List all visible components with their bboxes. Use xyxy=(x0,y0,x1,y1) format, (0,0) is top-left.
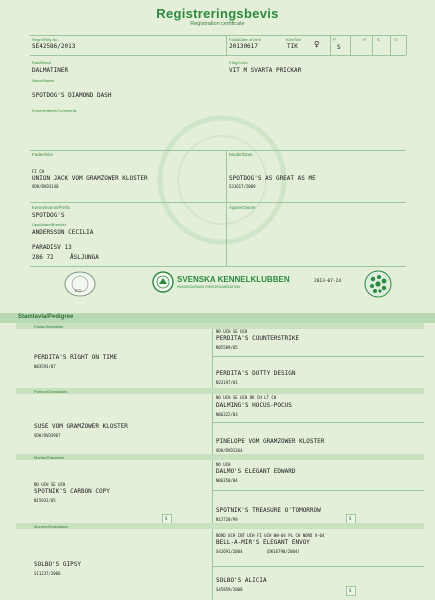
g1-title: NO UCH SE UCH xyxy=(216,329,248,334)
owner-label: Ägare/Owner xyxy=(229,205,256,210)
g7-reg2: (DK16790/2004) xyxy=(266,549,300,554)
pedigree-header xyxy=(0,313,435,323)
divider xyxy=(226,35,227,55)
sire-title: FI CH xyxy=(32,169,45,174)
issue-date: 2013-07-24 xyxy=(314,279,342,284)
sire-label: Fader/Sire xyxy=(32,152,54,157)
mf-reg: N15931/05 xyxy=(34,498,56,503)
skk-tagline: HUNDÄGARNAS RIKSORGANISATION xyxy=(177,285,240,289)
g8-name: SOLBO'S ALICIA xyxy=(216,577,267,584)
pedigree-title: Stamtavla/Pedigree xyxy=(18,314,74,320)
mf-label: Morfar/Grandsire xyxy=(34,455,65,460)
band-granddam-1 xyxy=(16,388,424,394)
reg-number: SE42586/2013 xyxy=(32,43,76,50)
g4-reg: VDH/DVD1364 xyxy=(216,448,243,453)
s-label: S xyxy=(377,37,380,42)
pedigree-divider xyxy=(212,323,213,600)
g3-reg: N06322/03 xyxy=(216,412,238,417)
certificate-header xyxy=(0,6,435,27)
kennel-value: SPOTDOG'S xyxy=(32,212,65,219)
certificate-title: Registreringsbevis xyxy=(156,6,279,21)
o-label: O xyxy=(394,37,398,42)
g7-reg: S42691/2004 xyxy=(216,549,243,554)
box-s: S xyxy=(349,588,352,593)
dam-reg: S31617/2009 xyxy=(229,184,256,189)
g1-reg: N05509/05 xyxy=(216,345,238,350)
divider xyxy=(350,35,351,55)
fci-logo xyxy=(64,270,96,298)
ff-name: PERDITA'S RIGHT ON TIME xyxy=(34,354,118,361)
g1-name: PERDITA'S COUNTERSTRIKE xyxy=(216,335,300,342)
g4-name: PINELOPE VOM GRAMZOWER KLOSTER xyxy=(216,438,325,445)
breeder-label: Uppfödare/Breeder xyxy=(32,222,67,227)
mm-name: SOLBO'S GIPSY xyxy=(34,561,81,568)
divider xyxy=(212,566,424,567)
g7-name: BELL-A-MIR'S ELEGANT ENVOY xyxy=(216,539,310,546)
divider xyxy=(212,422,424,423)
sire-reg: VDH/DVD3148 xyxy=(32,184,59,189)
g3-title: NO UCH SE UCH DK CH LT CH xyxy=(216,395,277,400)
g5-reg: N06350/04 xyxy=(216,478,238,483)
g3-name: DALMING'S HOCUS-POCUS xyxy=(216,402,292,409)
owner-city: ÅSLJUNGA xyxy=(70,254,99,261)
h-label: H xyxy=(363,37,366,42)
ff-label: Farfar/Grandsire xyxy=(34,324,64,329)
band-grandsire-2 xyxy=(16,454,424,460)
comments-label: Kommentarer/Comments xyxy=(32,108,77,113)
sex-label: Kön/Sex xyxy=(286,37,302,42)
fm-name: SUSE VOM GRAMZOWER KLOSTER xyxy=(34,423,128,430)
date-of-birth: 20130617 xyxy=(229,43,258,50)
owner-postal: 286 72 xyxy=(32,254,54,261)
divider xyxy=(30,150,406,151)
divider xyxy=(226,150,227,202)
mm-reg: S11237/2006 xyxy=(34,571,61,576)
reg-label: Regnr/Reg.No. xyxy=(32,37,59,42)
g6-name: SPOTNIK'S TREASURE O'TOMORROW xyxy=(216,507,321,514)
mf-title: NO UCH SE UCH xyxy=(34,482,66,487)
certificate-subtitle: Registration certificate xyxy=(190,21,245,27)
fm-reg: VDH/DVD3987 xyxy=(34,433,61,438)
dam-name: SPOTDOG'S AS GREAT AS ME xyxy=(229,175,316,182)
s-value: S xyxy=(337,44,341,51)
sex-value: TIK xyxy=(287,43,298,50)
breeder-value: ANDERSSON CECILIA xyxy=(32,229,94,236)
sire-name: UNION JACK VOM GRAMZOWER KLOSTER xyxy=(32,175,148,182)
mf-name: SPOTNIK'S CARBON COPY xyxy=(34,488,110,495)
divider xyxy=(30,55,406,56)
g8-reg: S45859/2000 xyxy=(216,587,243,592)
color-label: Färg/Color xyxy=(229,60,248,65)
g7-title: NORD UCH INT UCH FI UCH WW-04 PL CH NORD V-04 xyxy=(216,533,325,538)
breed-value: DALMATINER xyxy=(32,67,69,74)
dog-name: SPOTDOG'S DIAMOND DASH xyxy=(32,92,112,99)
breed-label: Ras/Breed xyxy=(32,60,51,65)
g6-reg: N13728/99 xyxy=(216,517,238,522)
band-granddam-2 xyxy=(16,523,424,529)
divider xyxy=(212,490,424,491)
skk-name: SVENSKA KENNELKLUBBEN xyxy=(177,275,290,284)
divider xyxy=(406,35,407,55)
color-value: VIT M SVARTA PRICKAR xyxy=(229,67,302,74)
dob-label: Född/Date of birth xyxy=(229,37,262,42)
divider xyxy=(30,266,406,267)
divider xyxy=(212,356,424,357)
ff-reg: N83593/07 xyxy=(34,364,56,369)
g2-reg: N22197/01 xyxy=(216,380,238,385)
g5-title: NO UCH xyxy=(216,462,231,467)
divider xyxy=(330,35,331,55)
female-icon: ♀ xyxy=(314,40,320,50)
box-s: S xyxy=(165,516,168,521)
box-s: S xyxy=(349,516,352,521)
g2-name: PERDITA'S DOTTY DESIGN xyxy=(216,370,296,377)
mm-label: Mormor/Granddam xyxy=(34,524,68,529)
divider xyxy=(226,202,227,266)
fm-label: Farmor/Granddam xyxy=(34,389,67,394)
g5-name: DALMO'S ELEGANT EDWARD xyxy=(216,468,296,475)
kennel-label: Kennelnamn/Prefix xyxy=(32,205,71,210)
p-label: P xyxy=(333,37,336,42)
divider xyxy=(372,35,373,55)
dam-label: Moder/Dam xyxy=(229,152,253,157)
divider xyxy=(390,35,391,55)
name-label: Namn/Name xyxy=(32,78,55,83)
owner-address: PARADISV 13 xyxy=(32,244,72,251)
fci-label: FCI xyxy=(75,288,82,293)
divider xyxy=(30,202,406,203)
skk-emblem-icon xyxy=(152,271,174,293)
seal-stamp xyxy=(364,270,392,298)
